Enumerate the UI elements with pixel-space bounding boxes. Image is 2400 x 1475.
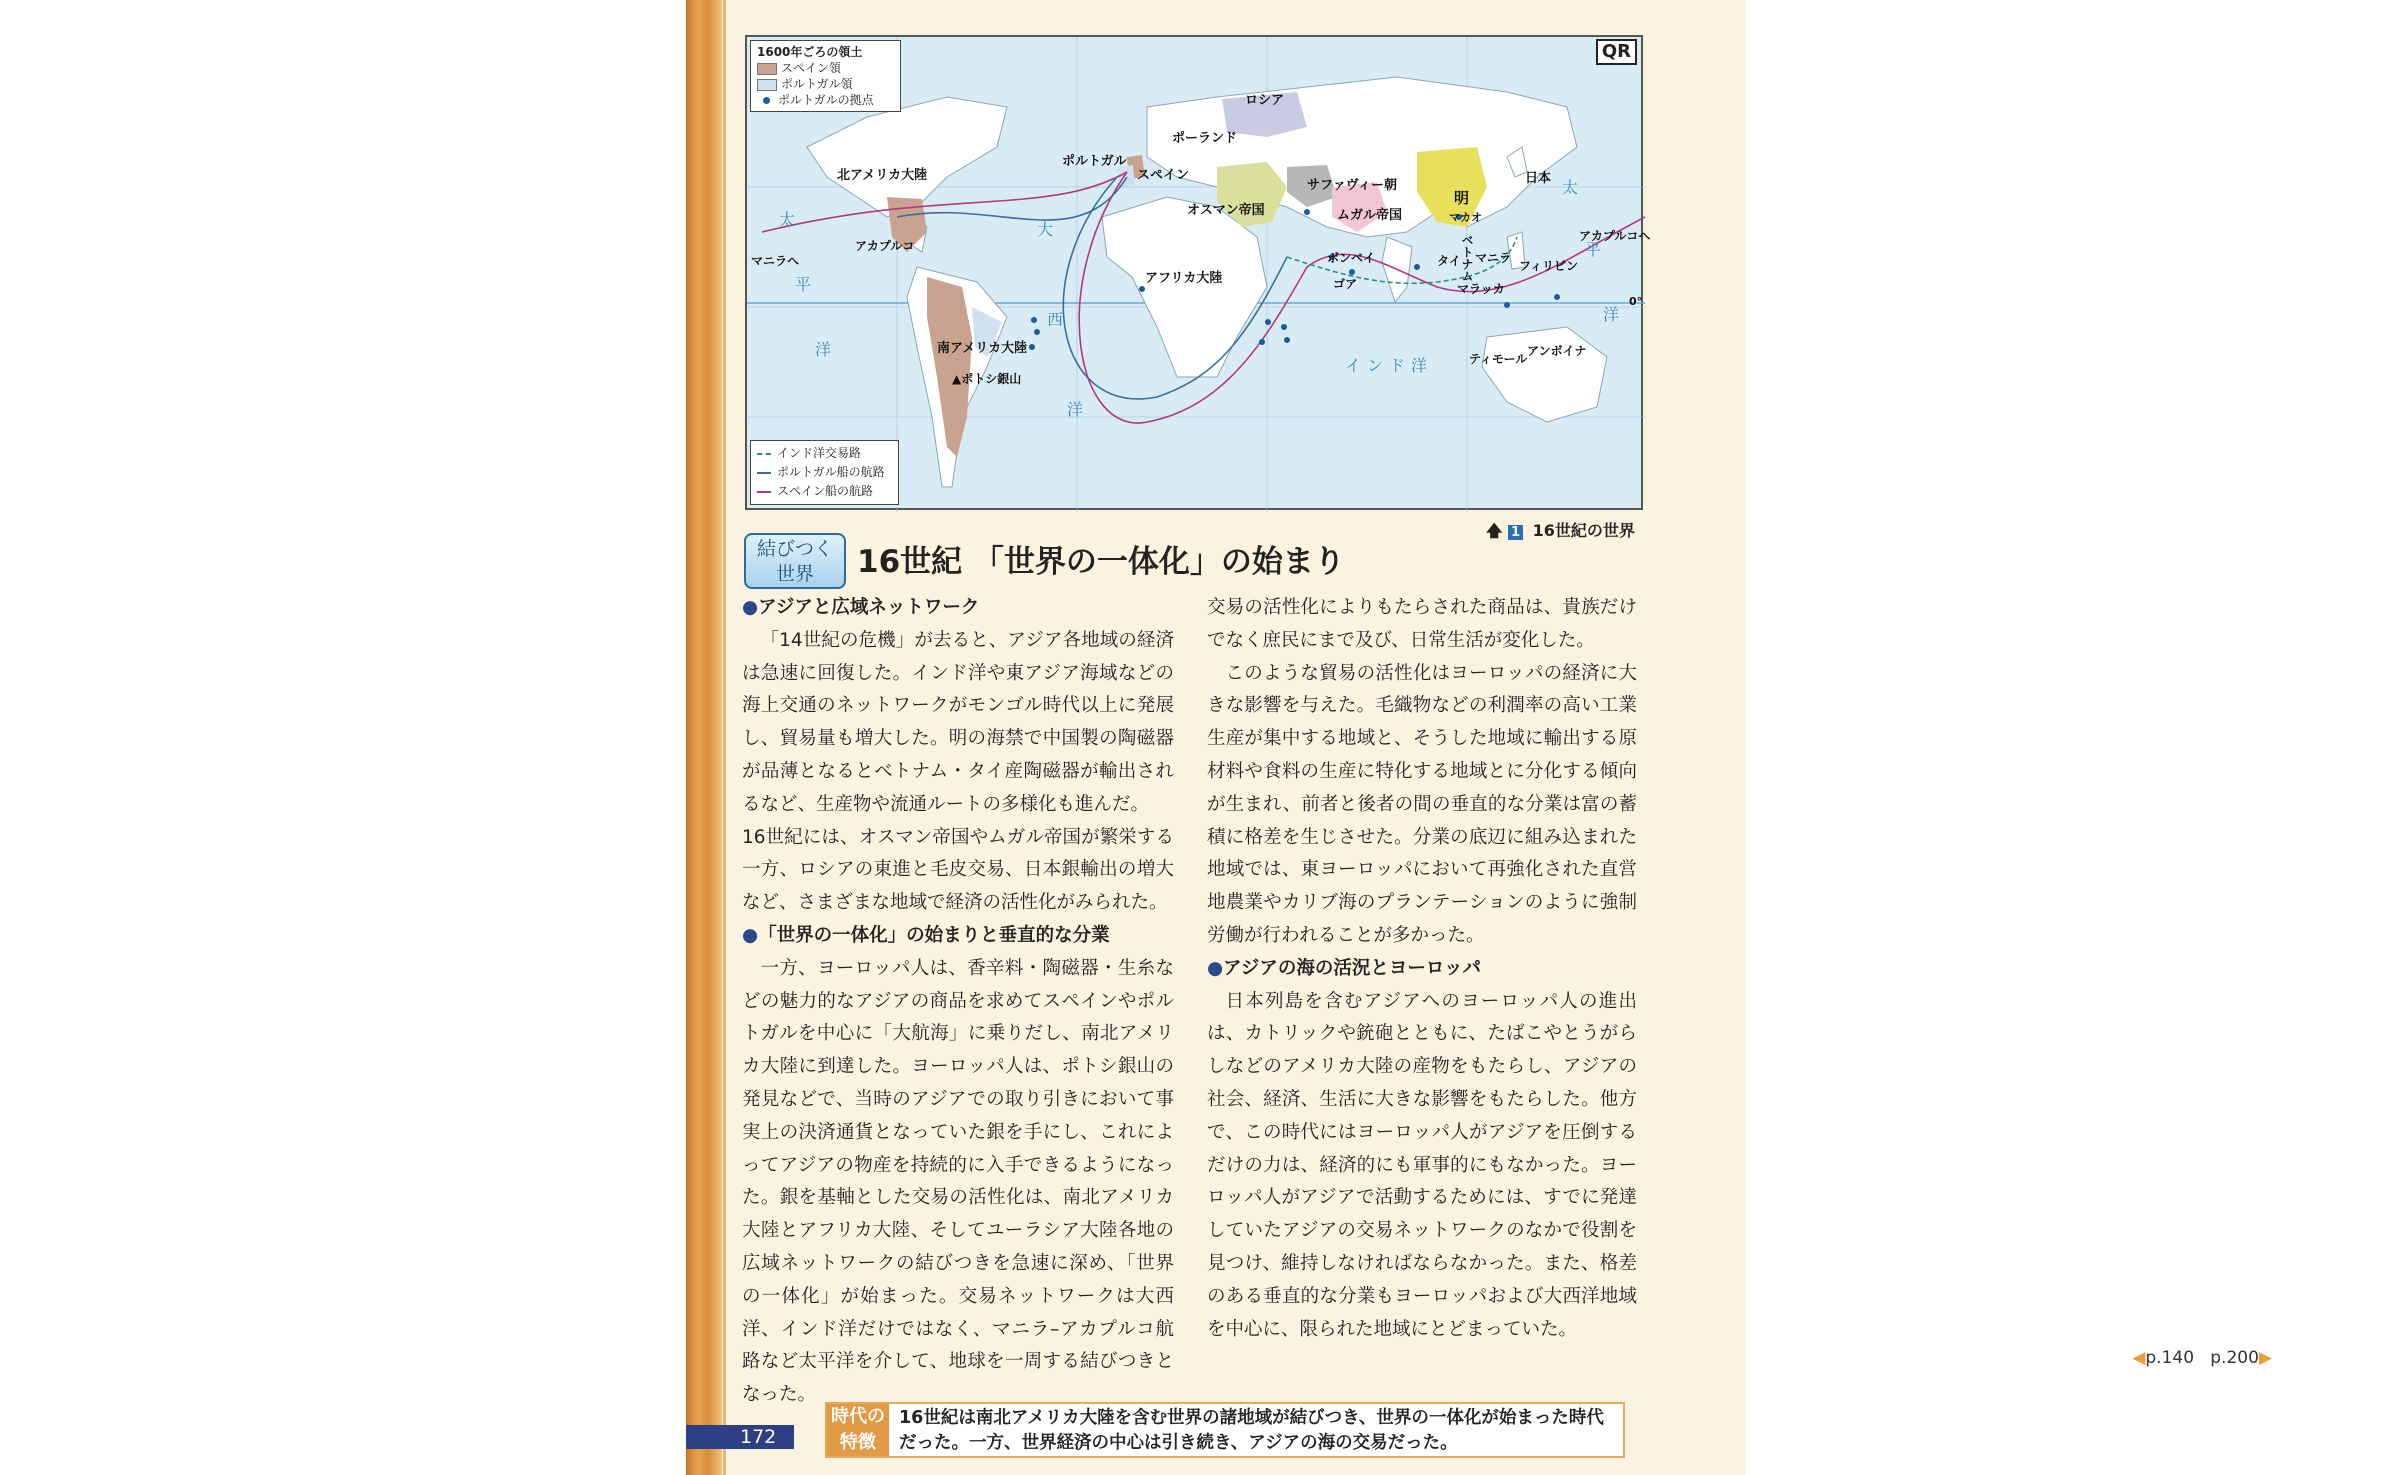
map-label-ming: 明 xyxy=(1454,189,1470,207)
map-label-south-america: 南アメリカ大陸 xyxy=(937,341,1028,356)
ocean-char-atl-1: 大 xyxy=(1037,220,1054,239)
map-label-poland: ポーランド xyxy=(1172,131,1238,146)
map-label-timor: ティモール xyxy=(1469,352,1528,366)
ocean-char-atl-2: 西 xyxy=(1047,310,1064,329)
base-dot-icon xyxy=(763,97,770,104)
page-number: 172 xyxy=(740,1426,777,1448)
left-column xyxy=(742,592,1174,1412)
route-legend xyxy=(750,440,899,505)
paragraph: このような貿易の活性化はヨーロッパの経済に大きな影響を与えた。毛織物などの利潤率の高い工業生産が集中する地域と、そうした地域に輸出する原材料や食料の生産に特化する地域とに分化する傾向が生まれ、前者と後者の間の垂直的な分業は富の蓄積に格差を生じさせた。分業の底辺に組み込まれた地域では、東ヨーロッパにおいて再強化された直営地農業やカリブ海のプランテーションのように強制労働が行われることが多かった。 xyxy=(1207,662,1637,946)
qr-code-label[interactable]: QR xyxy=(1596,39,1637,65)
section-badge xyxy=(744,533,846,589)
legend-label-spain: スペイン領 xyxy=(781,61,842,75)
map-label-africa: アフリカ大陸 xyxy=(1145,271,1223,286)
page-spine xyxy=(686,0,722,1475)
legend-item-base xyxy=(757,92,894,108)
figure-caption xyxy=(1486,518,1635,547)
territory-legend xyxy=(750,40,901,112)
portuguese-route-line-icon xyxy=(757,472,771,474)
map-label-goa: ゴア xyxy=(1333,277,1358,291)
map-label-manila: マニラ xyxy=(1475,251,1512,265)
subheading-text: 「世界の一体化」の始まりと垂直的な分業 xyxy=(758,924,1110,946)
subheading-text: アジアの海の活況とヨーロッパ xyxy=(1223,957,1482,979)
map-label-russia: ロシア xyxy=(1245,93,1285,108)
xref-prev-link[interactable]: p.140 xyxy=(2145,1348,2195,1368)
badge-line2: 世界 xyxy=(775,563,814,585)
map-label-to-manila: マニラへ xyxy=(751,254,800,268)
map-label-spain: スペイン xyxy=(1137,168,1190,183)
bullet-icon: ● xyxy=(742,924,759,946)
map-label-ottoman: オスマン帝国 xyxy=(1187,203,1265,218)
paragraph: 日本列島を含むアジアへのヨーロッパ人の進出は、カトリックや銃砲とともに、たばこやとうがらしなどのアメリカ大陸の産物をもたらし、アジアの社会、経済、生活に大きな影響をもたらした。他方で、この時代にはヨーロッパ人がアジアを圧倒するだけの力は、経済的にも軍事的にもなかった。ヨーロッパ人がアジアで活動するためには、すでに発達していたアジアの交易ネットワークのなかで役割を見つけ、維持しなければならなかった。また、格差のある垂直的な分業もヨーロッパおよび大西洋地域を中心に、限られた地域にとどまっていた。 xyxy=(1207,990,1637,1340)
page-cross-reference xyxy=(2132,1348,2272,1368)
ocean-char-pac-l2: 平 xyxy=(795,275,812,294)
right-column xyxy=(1207,592,1637,1346)
map-label-macao: マカオ xyxy=(1449,211,1482,224)
era-summary-tag xyxy=(827,1404,889,1456)
legend-item-spanish-route xyxy=(757,482,892,501)
badge-line1: 結びつく xyxy=(756,538,833,560)
era-summary-box xyxy=(825,1402,1625,1458)
map-label-to-acapulco: アカプルコへ xyxy=(1579,229,1651,243)
subheading-asia-network xyxy=(742,592,1174,625)
map-label-malacca: マラッカ xyxy=(1457,282,1505,296)
bullet-icon: ● xyxy=(1207,957,1224,979)
paragraph: 16世紀には、オスマン帝国やムガル帝国が繁栄する一方、ロシアの東進と毛皮交易、日本銀輸出の増大など、さまざまな地域で経済の活性化がみられた。 xyxy=(742,826,1174,914)
xref-next-link[interactable]: p.200 xyxy=(2210,1348,2259,1368)
legend-item-portugal xyxy=(757,76,894,92)
paragraph: 交易の活性化によりもたらされた商品は、貴族だけでなく庶民にまで及び、日常生活が変化した。 xyxy=(1207,597,1637,651)
ocean-char-pac-r2: 平 xyxy=(1585,240,1602,259)
map-label-potosi: ▲ポトシ銀山 xyxy=(952,372,1022,386)
map-label-equator: 0° xyxy=(1629,295,1643,308)
subheading-text: アジアと広域ネットワーク xyxy=(758,597,980,618)
figure-number: 1 xyxy=(1508,525,1523,540)
tag-line2: 特徴 xyxy=(840,1432,876,1453)
map-label-portugal: ポルトガル xyxy=(1062,154,1127,169)
ocean-char-pac-l3: 洋 xyxy=(815,340,832,359)
world-map-1600 xyxy=(745,35,1651,510)
page-title: 16世紀 「世界の一体化」の始まり xyxy=(857,544,1345,580)
territory-legend-title: 1600年ごろの領土 xyxy=(757,45,863,59)
figure-caption-text: 16世紀の世界 xyxy=(1532,521,1635,540)
up-arrow-icon: 🡅 xyxy=(1486,521,1503,540)
map-label-safavid: サファヴィー朝 xyxy=(1307,178,1397,193)
spain-swatch xyxy=(757,63,777,75)
map-label-acapulco: アカプルコ xyxy=(855,239,915,253)
map-label-bombay: ボンベイ xyxy=(1327,251,1376,265)
map-label-thai: タイ xyxy=(1437,254,1461,268)
ocean-char-pac-r3: 洋 xyxy=(1603,305,1620,324)
paragraph: 「14世紀の危機」が去ると、アジア各地域の経済は急速に回復した。インド洋や東アジア海域などの海上交通のネットワークがモンゴル時代以上に発展し、貿易量も増大した。明の海禁で中国製の陶磁器が品薄となるとベトナム・タイ産陶磁器が輸出されるなど、生産物や流通ルートの多様化も進んだ。 xyxy=(742,629,1174,815)
map-label-north-america: 北アメリカ大陸 xyxy=(837,168,928,183)
chevron-right-icon: ▶ xyxy=(2258,1348,2272,1368)
legend-item-portuguese-route xyxy=(757,463,892,482)
era-summary-text: 16世紀は南北アメリカ大陸を含む世界の諸地域が結びつき、世界の一体化が始まった時代だった。一方、世界経済の中心は引き続き、アジアの海の交易だった。 xyxy=(899,1408,1604,1453)
ocean-label-indian: インド洋 xyxy=(1345,356,1434,375)
legend-label-portuguese-route: ポルトガル船の航路 xyxy=(777,465,885,479)
tag-line1: 時代の xyxy=(831,1406,885,1427)
ocean-char-atl-3: 洋 xyxy=(1067,400,1084,419)
portugal-swatch xyxy=(757,79,777,91)
legend-item-indian-route xyxy=(757,444,892,463)
ocean-char-pac-r1: 太 xyxy=(1562,178,1579,197)
bullet-icon: ● xyxy=(742,597,759,618)
map-label-amboina: アンボイナ xyxy=(1527,344,1587,358)
spine-divider xyxy=(723,0,726,1475)
subheading-world-integration xyxy=(742,920,1174,953)
map-label-japan: 日本 xyxy=(1525,171,1552,186)
subheading-asian-seas xyxy=(1207,953,1637,986)
spanish-route-line-icon xyxy=(757,491,771,493)
legend-label-indian-route: インド洋交易路 xyxy=(777,446,862,460)
indian-route-line-icon xyxy=(757,453,771,455)
map-label-mughal: ムガル帝国 xyxy=(1337,208,1403,223)
map-label-vietnam: ベトナム xyxy=(1460,234,1474,282)
map-label-philippines: フィリピン xyxy=(1519,259,1579,273)
legend-item-spain xyxy=(757,60,894,76)
paragraph: 一方、ヨーロッパ人は、香辛料・陶磁器・生糸などの魅力的なアジアの商品を求めてスペインやポルトガルを中心に「大航海」に乗りだし、南北アメリカ大陸に到達した。ヨーロッパ人は、ポトシ銀山の発見などで、当時のアジアでの取り引きにおいて事実上の決済通貨となっていた銀を手にし、これによってアジアの物産を持続的に入手できるようになった。銀を基軸とした交易の活性化は、南北アメリカ大陸とアフリカ大陸、そしてユーラシア大陸各地の広域ネットワークの結びつきを急速に深め、「世界の一体化」が始まった。交易ネットワークは大西洋、インド洋だけではなく、マニラ–アカプルコ航路など太平洋を介して、地球を一周する結びつきとなった。 xyxy=(742,957,1174,1406)
legend-label-spanish-route: スペイン船の航路 xyxy=(777,484,874,498)
legend-label-base: ポルトガルの拠点 xyxy=(778,93,874,107)
legend-label-portugal: ポルトガル領 xyxy=(781,77,853,91)
ocean-char-pac-l1: 太 xyxy=(779,210,796,229)
chevron-left-icon: ◀ xyxy=(2132,1348,2146,1368)
